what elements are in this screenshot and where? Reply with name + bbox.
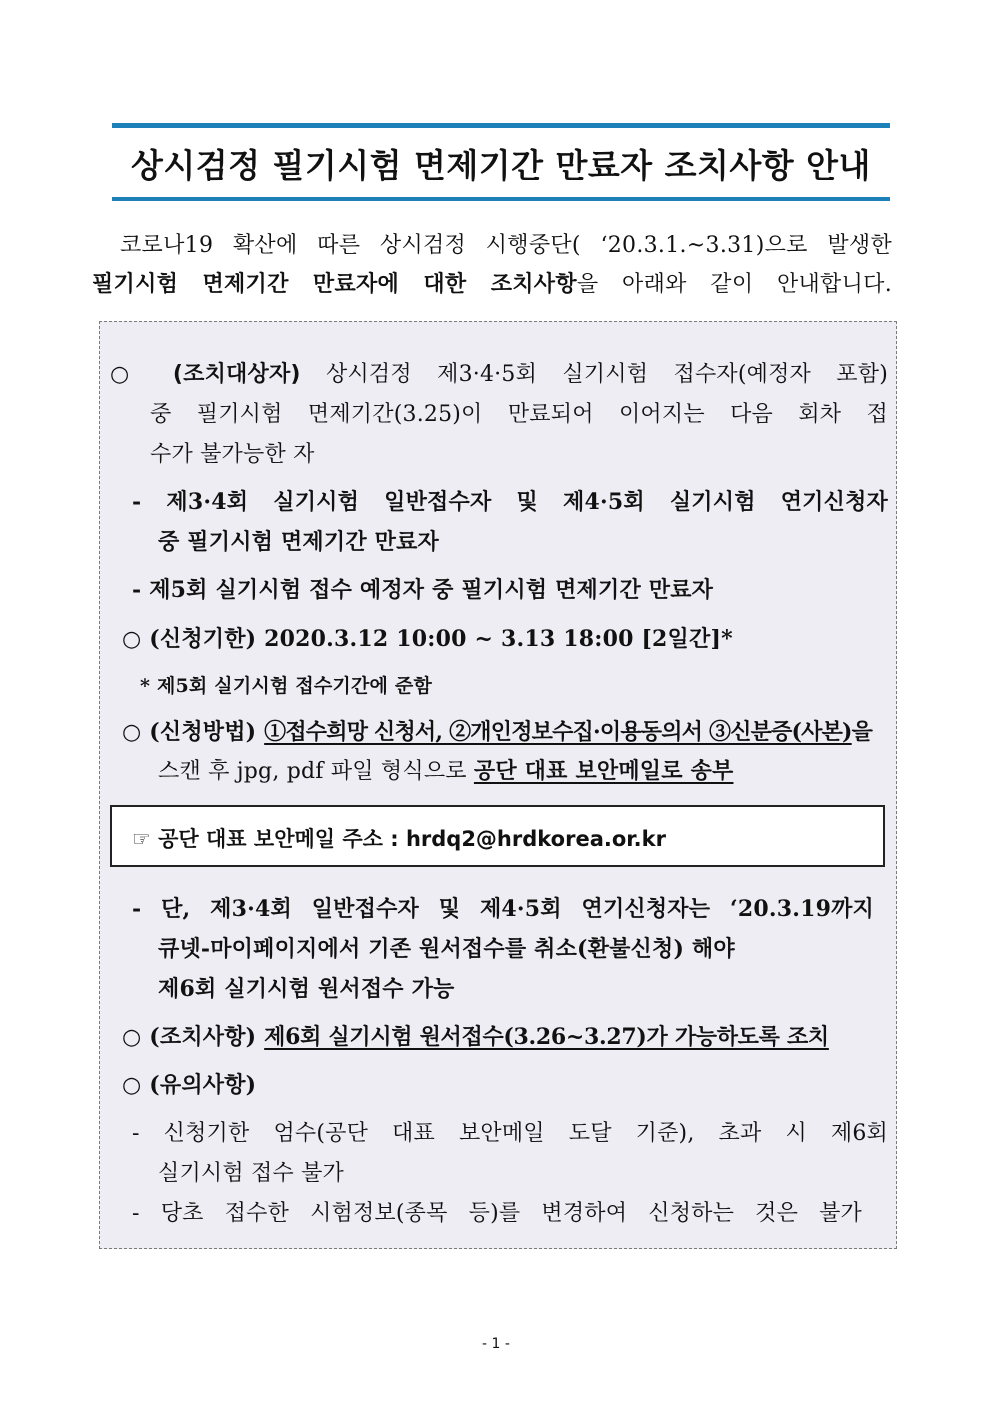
intro-emphasis: 필기시험 면제기간 만료자에 대한 조치사항 [92, 272, 577, 297]
note-after-line-1: - 단, 제3·4회 일반접수자 및 제4·5회 연기신청자는 ‘20.3.19까지 [132, 896, 874, 922]
bullet-circle: ○ [122, 719, 142, 745]
pointing-hand-icon: ☞ [132, 827, 151, 851]
bullet-circle: ○ [122, 1072, 142, 1098]
target-label: (조치대상자) [172, 362, 301, 387]
action-label: (조치사항) [149, 1024, 257, 1050]
target-line-3: 수가 불가능한 자 [150, 442, 315, 467]
caution-sub-1-line-2: 실기시험 접수 불가 [158, 1161, 345, 1186]
action-line [122, 1020, 829, 1051]
email-address-box [110, 805, 885, 867]
caution-line [122, 1068, 256, 1099]
bullet-circle: ○ [122, 626, 142, 652]
target-line-1: ○ (조치대상자) 상시검정 제3·4·5회 실기시험 접수자(예정자 포함) [110, 362, 888, 387]
method-send: 공단 대표 보안메일로 송부 [473, 758, 734, 784]
note-after-line-3: 제6회 실기시험 원서접수 가능 [158, 976, 455, 1002]
bullet-circle: ○ [110, 362, 148, 387]
email-address-text[interactable]: 공단 대표 보안메일 주소 : hrdq2@hrdkorea.or.kr [158, 827, 666, 851]
target-sub-1-line-1: - 제3·4회 실기시험 일반접수자 및 제4·5회 실기시험 연기신청자 [132, 489, 888, 515]
page-number: - 1 - [482, 1336, 510, 1352]
period-note: * 제5회 실기시험 접수기간에 준함 [140, 675, 433, 697]
period-line: ○ (신청기한) 2020.3.12 10:00 ~ 3.13 18:00 [2일간]* [122, 626, 733, 652]
method-documents: ①접수희망 신청서, ②개인정보수집·이용동의서 ③신분증(사본) [264, 719, 852, 745]
method-label: (신청방법) [149, 719, 257, 745]
bullet-circle: ○ [122, 1024, 142, 1050]
target-sub-1-line-2: 중 필기시험 면제기간 만료자 [158, 529, 440, 555]
method-line-1: ○ (신청방법) ①접수희망 신청서, ②개인정보수집·이용동의서 ③신분증(사본)을 [122, 719, 874, 745]
caution-sub-2: - 당초 접수한 시험정보(종목 등)를 변경하여 신청하는 것은 불가 [132, 1201, 862, 1226]
caution-sub-1-line-1: - 신청기한 엄수(공단 대표 보안메일 도달 기준), 초과 시 제6회 [132, 1121, 888, 1146]
target-line-2: 중 필기시험 면제기간(3.25)이 만료되어 이어지는 다음 회차 접 [150, 402, 888, 427]
target-sub-2: - 제5회 실기시험 접수 예정자 중 필기시험 면제기간 만료자 [132, 577, 714, 603]
intro-line-2: 필기시험 면제기간 만료자에 대한 조치사항을 아래와 같이 안내합니다. [92, 272, 892, 297]
intro-line-1: 코로나19 확산에 따른 상시검정 시행중단( ‘20.3.1.~3.31)으로 발생한 [120, 233, 892, 258]
title-bottom-rule [112, 197, 890, 201]
page-title: 상시검정 필기시험 면제기간 만료자 조치사항 안내 [131, 146, 871, 185]
title-top-rule [112, 123, 890, 128]
action-text: 제6회 실기시험 원서접수(3.26~3.27)가 가능하도록 조치 [264, 1024, 829, 1050]
note-after-line-2: 큐넷-마이페이지에서 기존 원서접수를 취소(환불신청) 해야 [158, 936, 735, 962]
caution-label: (유의사항) [149, 1072, 257, 1098]
method-line-2: 스캔 후 jpg, pdf 파일 형식으로 공단 대표 보안메일로 송부 [158, 758, 734, 784]
